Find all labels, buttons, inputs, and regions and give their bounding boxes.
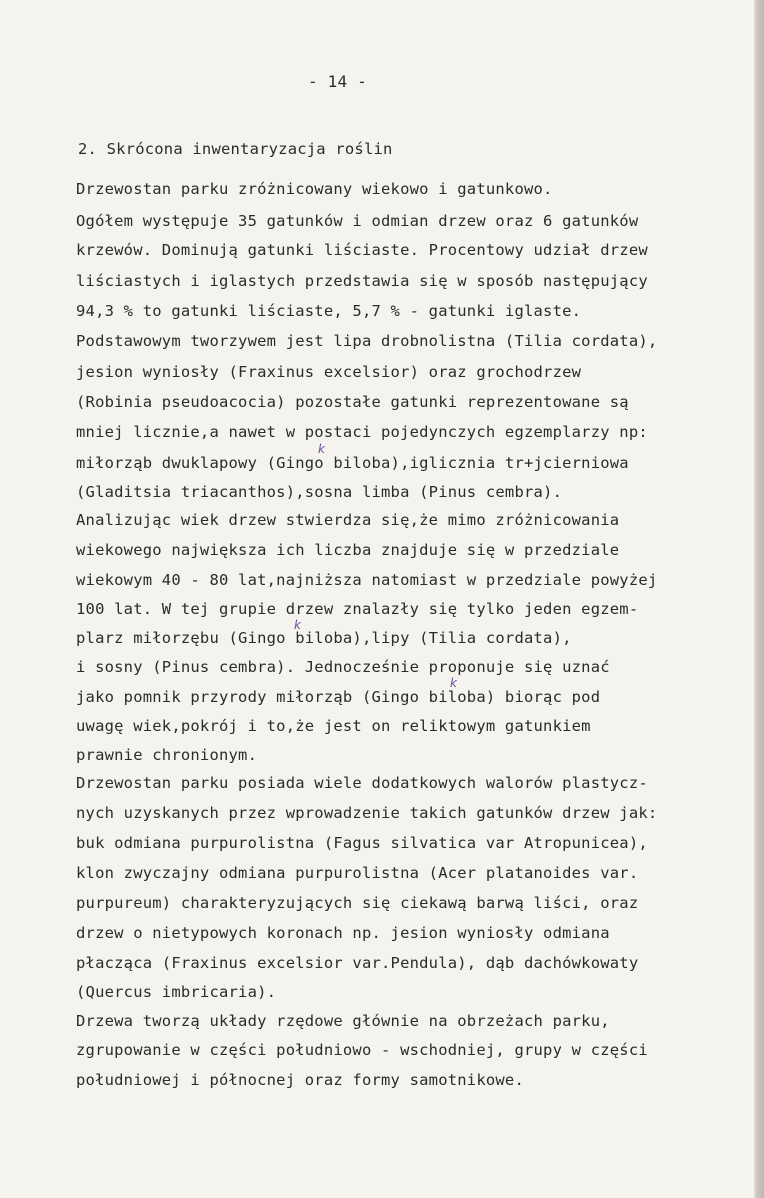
body-line: mniej licznie,a nawet w postaci pojedynczych egzemplarzy np:: [76, 423, 648, 441]
body-line: 100 lat. W tej grupie drzew znalazły się tylko jeden egzem-: [76, 600, 639, 618]
handwritten-correction: k: [318, 442, 325, 456]
body-line: Drzewa tworzą układy rzędowe głównie na obrzeżach parku,: [76, 1012, 610, 1030]
body-line: jako pomnik przyrody miłorząb (Gingo biloba) biorąc pod: [76, 688, 601, 706]
body-line: płacząca (Fraxinus excelsior var.Pendula), dąb dachówkowaty: [76, 954, 639, 972]
body-line: wiekowego największa ich liczba znajduje się w przedziale: [76, 541, 620, 559]
body-line: plarz miłorzębu (Gingo biloba),lipy (Tilia cordata),: [76, 629, 572, 647]
page-number: - 14 -: [308, 72, 367, 91]
body-line: purpureum) charakteryzujących się ciekawą barwą liści, oraz: [76, 894, 639, 912]
body-line: południowej i północnej oraz formy samotnikowe.: [76, 1071, 524, 1089]
body-line: i sosny (Pinus cembra). Jednocześnie proponuje się uznać: [76, 658, 610, 676]
body-line: Analizując wiek drzew stwierdza się,że mimo zróżnicowania: [76, 511, 620, 529]
body-line: (Robinia pseudoacocia) pozostałe gatunki reprezentowane są: [76, 393, 629, 411]
body-line: Drzewostan parku posiada wiele dodatkowych walorów plastycz-: [76, 774, 648, 792]
body-line: Drzewostan parku zróżnicowany wiekowo i gatunkowo.: [76, 180, 553, 198]
body-line: nych uzyskanych przez wprowadzenie takich gatunków drzew jak:: [76, 804, 658, 822]
body-line: liściastych i iglastych przedstawia się w sposób następujący: [76, 272, 648, 290]
body-line: uwagę wiek,pokrój i to,że jest on reliktowym gatunkiem: [76, 717, 591, 735]
body-line: buk odmiana purpurolistna (Fagus silvatica var Atropunicea),: [76, 834, 648, 852]
body-line: (Gladitsia triacanthos),sosna limba (Pinus cembra).: [76, 483, 563, 501]
body-line: drzew o nietypowych koronach np. jesion wyniosły odmiana: [76, 924, 610, 942]
body-line: klon zwyczajny odmiana purpurolistna (Acer platanoides var.: [76, 864, 639, 882]
body-line: Podstawowym tworzywem jest lipa drobnolistna (Tilia cordata),: [76, 332, 658, 350]
body-line: (Quercus imbricaria).: [76, 983, 277, 1001]
body-line: prawnie chronionym.: [76, 746, 258, 764]
section-heading: 2. Skrócona inwentaryzacja roślin: [78, 140, 393, 158]
body-line: 94,3 % to gatunki liściaste, 5,7 % - gatunki iglaste.: [76, 302, 582, 320]
handwritten-correction: k: [450, 676, 457, 690]
body-line: wiekowym 40 - 80 lat,najniższa natomiast w przedziale powyżej: [76, 571, 658, 589]
body-line: jesion wyniosły (Fraxinus excelsior) oraz grochodrzew: [76, 363, 582, 381]
body-line: zgrupowanie w części południowo - wschodniej, grupy w części: [76, 1041, 648, 1059]
body-line: Ogółem występuje 35 gatunków i odmian drzew oraz 6 gatunków: [76, 212, 639, 230]
body-line: krzewów. Dominują gatunki liściaste. Procentowy udział drzew: [76, 241, 648, 259]
page-edge: [756, 0, 764, 1198]
handwritten-correction: k: [294, 618, 301, 632]
body-line: miłorząb dwuklapowy (Gingo biloba),iglicznia tr+jcierniowa: [76, 454, 629, 472]
